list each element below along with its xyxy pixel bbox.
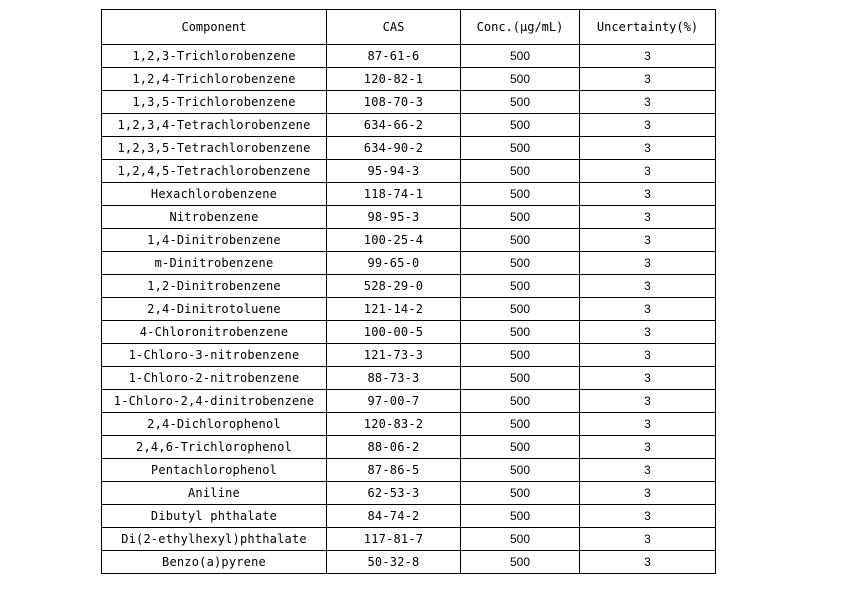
table-row [102, 206, 716, 229]
table-row [102, 114, 716, 137]
uncertainty-cell: 3 [580, 505, 716, 528]
uncertainty-cell: 3 [580, 436, 716, 459]
uncertainty-cell: 3 [580, 459, 716, 482]
header-component: Component [102, 10, 327, 45]
header-row [102, 10, 716, 45]
cas-cell: 528-29-0 [327, 275, 461, 298]
table-body [102, 45, 716, 574]
component-cell: Hexachlorobenzene [102, 183, 327, 206]
component-cell: 1,2,4-Trichlorobenzene [102, 68, 327, 91]
cas-cell: 118-74-1 [327, 183, 461, 206]
table-row [102, 344, 716, 367]
uncertainty-cell: 3 [580, 114, 716, 137]
cas-cell: 88-73-3 [327, 367, 461, 390]
uncertainty-cell: 3 [580, 344, 716, 367]
table-row [102, 183, 716, 206]
table-row [102, 252, 716, 275]
concentration-cell: 500 [461, 68, 580, 91]
component-cell: 1-Chloro-2-nitrobenzene [102, 367, 327, 390]
uncertainty-cell: 3 [580, 206, 716, 229]
table-row [102, 390, 716, 413]
uncertainty-cell: 3 [580, 390, 716, 413]
table-row [102, 367, 716, 390]
cas-cell: 88-06-2 [327, 436, 461, 459]
cas-cell: 62-53-3 [327, 482, 461, 505]
component-cell: Pentachlorophenol [102, 459, 327, 482]
table-row [102, 298, 716, 321]
component-cell: 1,3,5-Trichlorobenzene [102, 91, 327, 114]
cas-cell: 95-94-3 [327, 160, 461, 183]
concentration-cell: 500 [461, 137, 580, 160]
uncertainty-cell: 3 [580, 91, 716, 114]
table-row [102, 436, 716, 459]
concentration-cell: 500 [461, 160, 580, 183]
concentration-cell: 500 [461, 482, 580, 505]
table-row [102, 413, 716, 436]
concentration-cell: 500 [461, 275, 580, 298]
uncertainty-cell: 3 [580, 160, 716, 183]
component-cell: 1,2-Dinitrobenzene [102, 275, 327, 298]
component-cell: 4-Chloronitrobenzene [102, 321, 327, 344]
uncertainty-cell: 3 [580, 229, 716, 252]
component-cell: Dibutyl phthalate [102, 505, 327, 528]
concentration-cell: 500 [461, 298, 580, 321]
uncertainty-cell: 3 [580, 137, 716, 160]
uncertainty-cell: 3 [580, 252, 716, 275]
concentration-cell: 500 [461, 436, 580, 459]
concentration-cell: 500 [461, 413, 580, 436]
header-cas: CAS [327, 10, 461, 45]
cas-cell: 121-14-2 [327, 298, 461, 321]
component-cell: 2,4-Dichlorophenol [102, 413, 327, 436]
uncertainty-cell: 3 [580, 367, 716, 390]
concentration-cell: 500 [461, 528, 580, 551]
cas-cell: 120-82-1 [327, 68, 461, 91]
component-cell: 1,2,3,5-Tetrachlorobenzene [102, 137, 327, 160]
concentration-cell: 500 [461, 551, 580, 574]
uncertainty-cell: 3 [580, 298, 716, 321]
component-cell: 2,4,6-Trichlorophenol [102, 436, 327, 459]
table-row [102, 459, 716, 482]
concentration-cell: 500 [461, 229, 580, 252]
cas-cell: 634-66-2 [327, 114, 461, 137]
cas-cell: 50-32-8 [327, 551, 461, 574]
component-cell: 1-Chloro-3-nitrobenzene [102, 344, 327, 367]
concentration-cell: 500 [461, 344, 580, 367]
component-cell: 2,4-Dinitrotoluene [102, 298, 327, 321]
cas-cell: 97-00-7 [327, 390, 461, 413]
component-cell: 1,2,3,4-Tetrachlorobenzene [102, 114, 327, 137]
component-cell: 1-Chloro-2,4-dinitrobenzene [102, 390, 327, 413]
cas-cell: 121-73-3 [327, 344, 461, 367]
cas-cell: 99-65-0 [327, 252, 461, 275]
component-cell: 1,2,3-Trichlorobenzene [102, 45, 327, 68]
table-row [102, 45, 716, 68]
table-row [102, 505, 716, 528]
uncertainty-cell: 3 [580, 68, 716, 91]
cas-cell: 634-90-2 [327, 137, 461, 160]
concentration-cell: 500 [461, 459, 580, 482]
concentration-cell: 500 [461, 321, 580, 344]
component-cell: Benzo(a)pyrene [102, 551, 327, 574]
table-row [102, 91, 716, 114]
header-uncertainty: Uncertainty(%) [580, 10, 716, 45]
table-row [102, 68, 716, 91]
table-row [102, 160, 716, 183]
cas-cell: 108-70-3 [327, 91, 461, 114]
cas-cell: 100-00-5 [327, 321, 461, 344]
cas-cell: 117-81-7 [327, 528, 461, 551]
table-row [102, 482, 716, 505]
uncertainty-cell: 3 [580, 275, 716, 298]
component-table [101, 9, 716, 574]
concentration-cell: 500 [461, 114, 580, 137]
uncertainty-cell: 3 [580, 551, 716, 574]
cas-cell: 98-95-3 [327, 206, 461, 229]
concentration-cell: 500 [461, 367, 580, 390]
table-row [102, 275, 716, 298]
concentration-cell: 500 [461, 91, 580, 114]
table-row [102, 321, 716, 344]
cas-cell: 100-25-4 [327, 229, 461, 252]
concentration-cell: 500 [461, 45, 580, 68]
concentration-cell: 500 [461, 505, 580, 528]
component-cell: m-Dinitrobenzene [102, 252, 327, 275]
table-row [102, 229, 716, 252]
cas-cell: 120-83-2 [327, 413, 461, 436]
concentration-cell: 500 [461, 206, 580, 229]
uncertainty-cell: 3 [580, 45, 716, 68]
table-row [102, 528, 716, 551]
table-row [102, 137, 716, 160]
table-row [102, 551, 716, 574]
component-cell: 1,4-Dinitrobenzene [102, 229, 327, 252]
component-cell: 1,2,4,5-Tetrachlorobenzene [102, 160, 327, 183]
uncertainty-cell: 3 [580, 528, 716, 551]
uncertainty-cell: 3 [580, 413, 716, 436]
component-cell: Nitrobenzene [102, 206, 327, 229]
cas-cell: 84-74-2 [327, 505, 461, 528]
cas-cell: 87-61-6 [327, 45, 461, 68]
component-cell: Aniline [102, 482, 327, 505]
component-cell: Di(2-ethylhexyl)phthalate [102, 528, 327, 551]
concentration-cell: 500 [461, 183, 580, 206]
header-concentration: Conc.(μg/mL) [461, 10, 580, 45]
uncertainty-cell: 3 [580, 321, 716, 344]
uncertainty-cell: 3 [580, 482, 716, 505]
uncertainty-cell: 3 [580, 183, 716, 206]
concentration-cell: 500 [461, 252, 580, 275]
concentration-cell: 500 [461, 390, 580, 413]
cas-cell: 87-86-5 [327, 459, 461, 482]
